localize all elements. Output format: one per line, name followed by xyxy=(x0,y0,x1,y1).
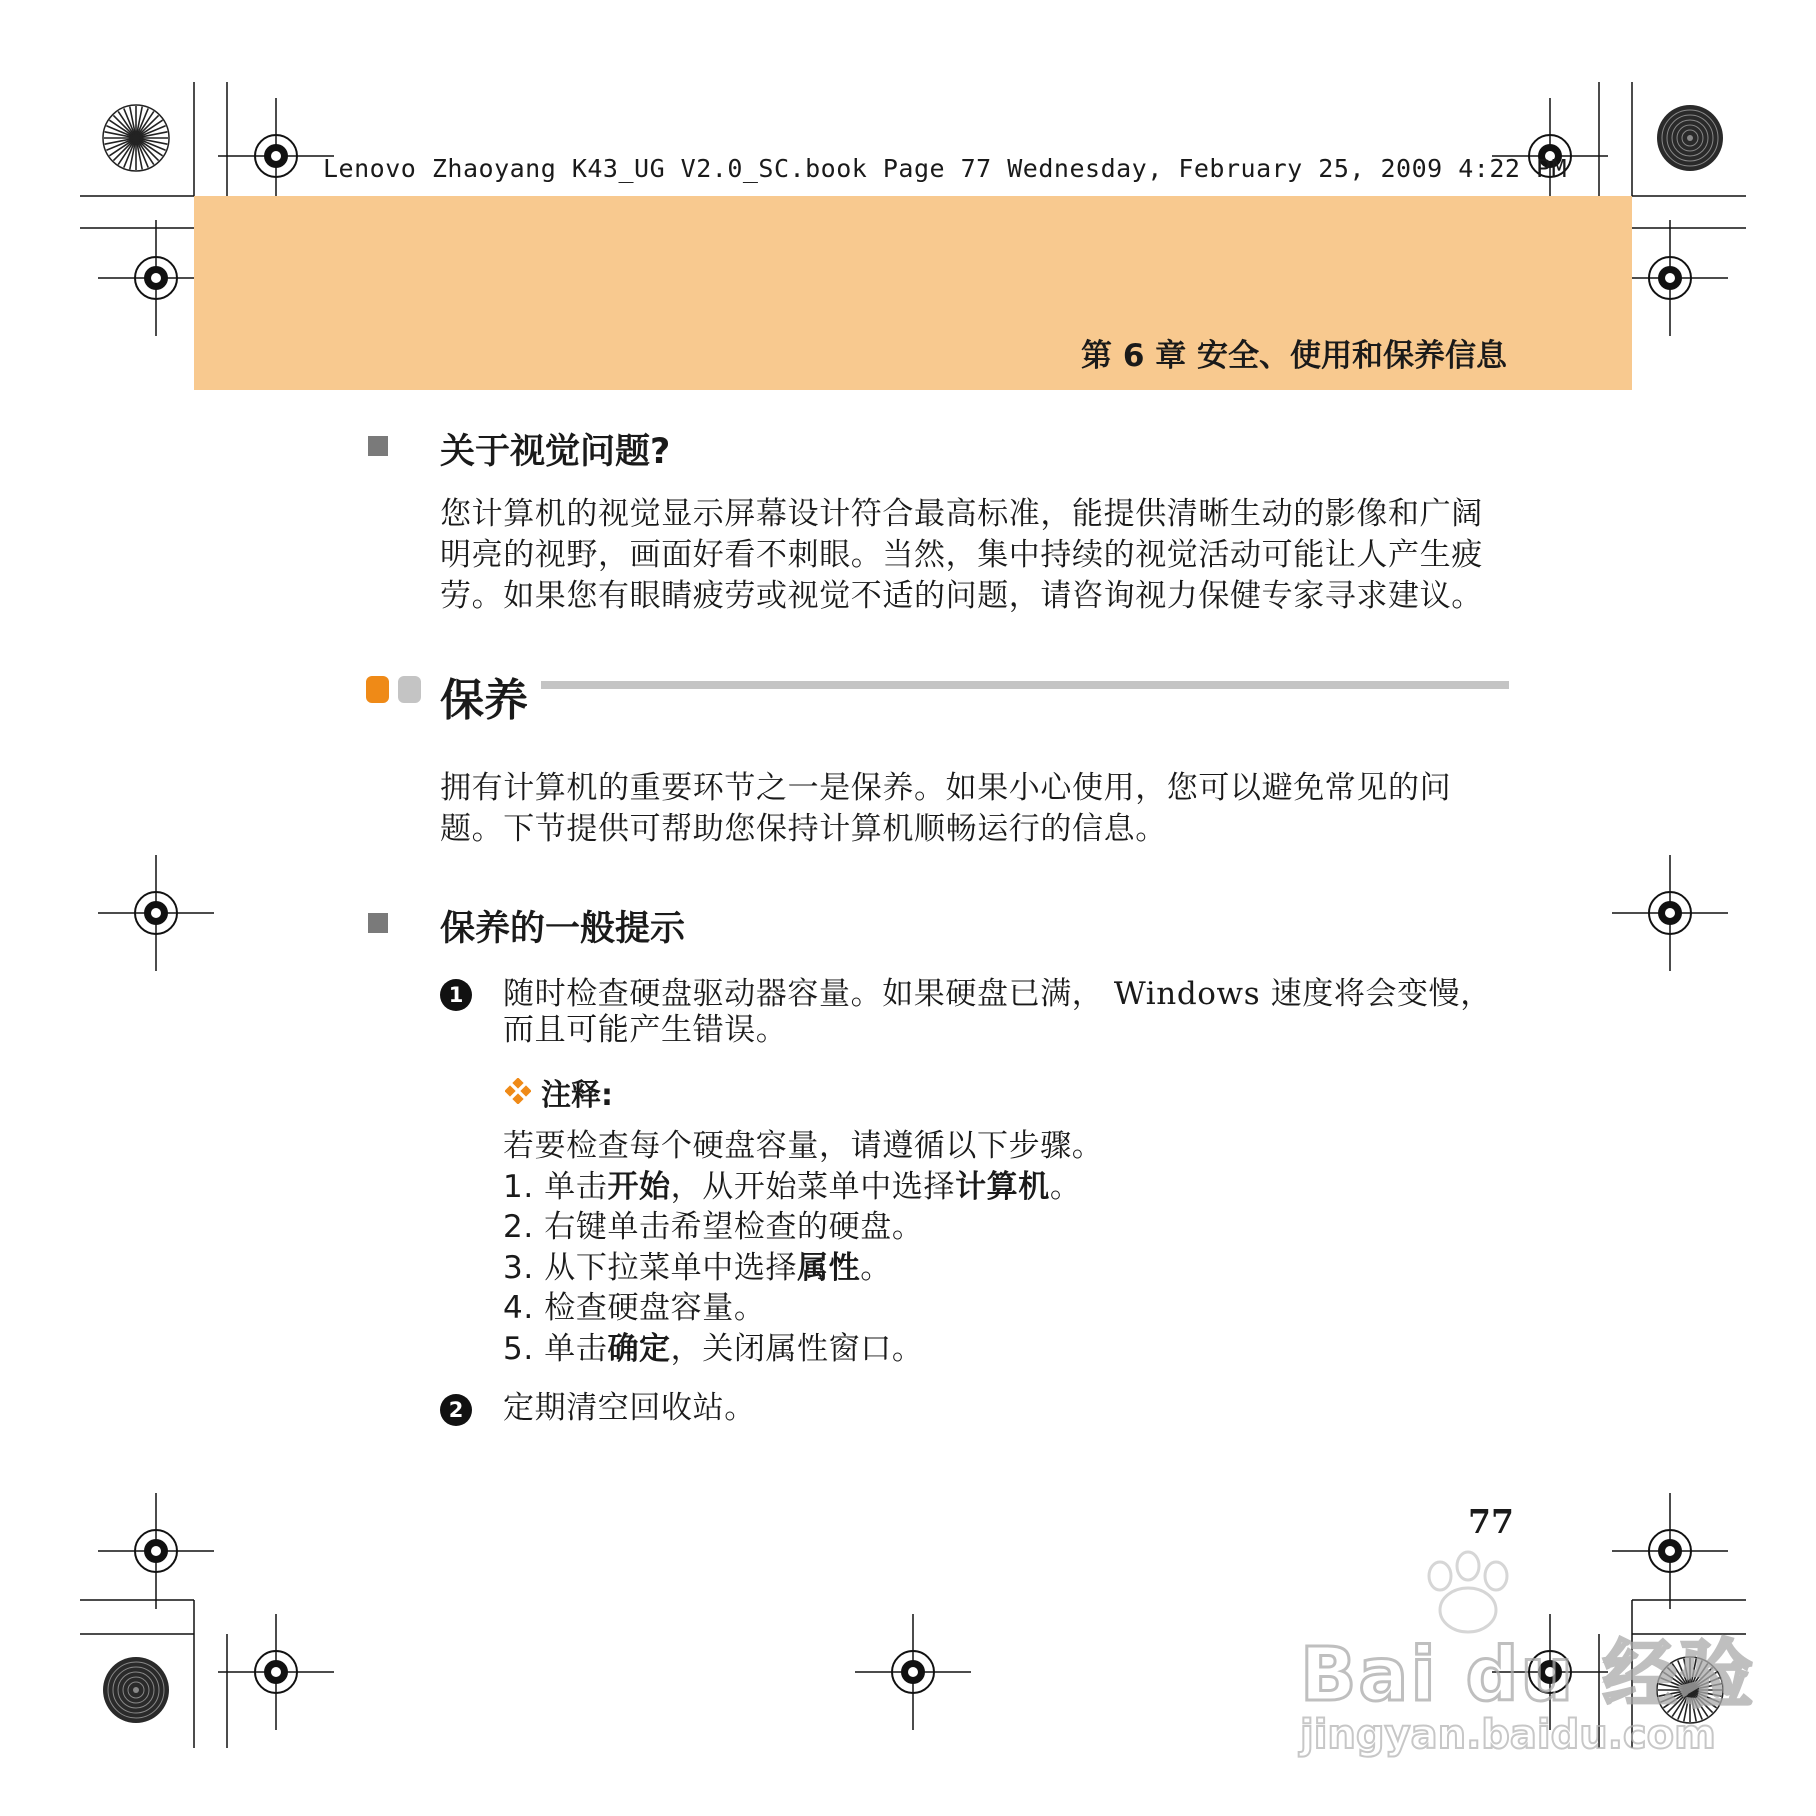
section-body-maintenance: 拥有计算机的重要环节之一是保养。如果小心使用，您可以避免常见的问题。下节提供可帮助您保持计算机顺畅运行的信息。 xyxy=(440,770,1452,847)
note-steps xyxy=(503,1126,1503,1369)
watermark-url: jingyan.baidu.com xyxy=(1300,1712,1716,1758)
section-heading-vision: 关于视觉问题? xyxy=(440,432,671,472)
book-header: Lenovo Zhaoyang K43_UG V2.0_SC.book Page 77 Wednesday, February 25, 2009 4:22 PM xyxy=(323,154,1568,183)
note-step-5: 5. 单击确定，关闭属性窗口。 xyxy=(503,1330,924,1367)
page-number: 77 xyxy=(1468,1502,1514,1541)
section-divider xyxy=(541,681,1509,689)
list-number-1: 1 xyxy=(440,979,472,1011)
section-heading-tips: 保养的一般提示 xyxy=(440,909,686,949)
watermark-brand: Bai du 经验 xyxy=(1300,1632,1755,1718)
list-item-2-text: 定期清空回收站。 xyxy=(503,1390,756,1426)
section-body-vision: 您计算机的视觉显示屏幕设计符合最高标准，能提供清晰生动的影像和广阔明亮的视野，画面好看不刺眼。当然，集中持续的视觉活动可能让人产生疲劳。如果您有眼睛疲劳或视觉不适的问题，请咨询视力保健专家寻求建议。 xyxy=(440,496,1483,614)
section-bullet xyxy=(368,913,388,933)
list-number-2: 2 xyxy=(440,1394,472,1426)
note-step-4: 4. 检查硬盘容量。 xyxy=(503,1290,766,1326)
note-step-2: 2. 右键单击希望检查的硬盘。 xyxy=(503,1209,924,1245)
note-step-1: 1. 单击开始，从开始菜单中选择计算机。 xyxy=(503,1168,1082,1205)
note-diamond-icon xyxy=(505,1078,531,1104)
note-label: 注释: xyxy=(541,1078,613,1113)
section-bullet xyxy=(368,436,388,456)
list-item-1-text: 随时检查硬盘驱动器容量。如果硬盘已满， Windows 速度将会变慢，而且可能产生错误。 xyxy=(503,976,1492,1048)
chapter-title: 第 6 章 安全、使用和保养信息 xyxy=(1081,338,1507,374)
note-step-3: 3. 从下拉菜单中选择属性。 xyxy=(503,1249,892,1286)
note-intro: 若要检查每个硬盘容量，请遵循以下步骤。 xyxy=(503,1128,1104,1164)
section-marker-orange xyxy=(366,676,389,703)
section-heading-maintenance: 保养 xyxy=(440,675,528,726)
section-marker-gray xyxy=(398,676,421,703)
